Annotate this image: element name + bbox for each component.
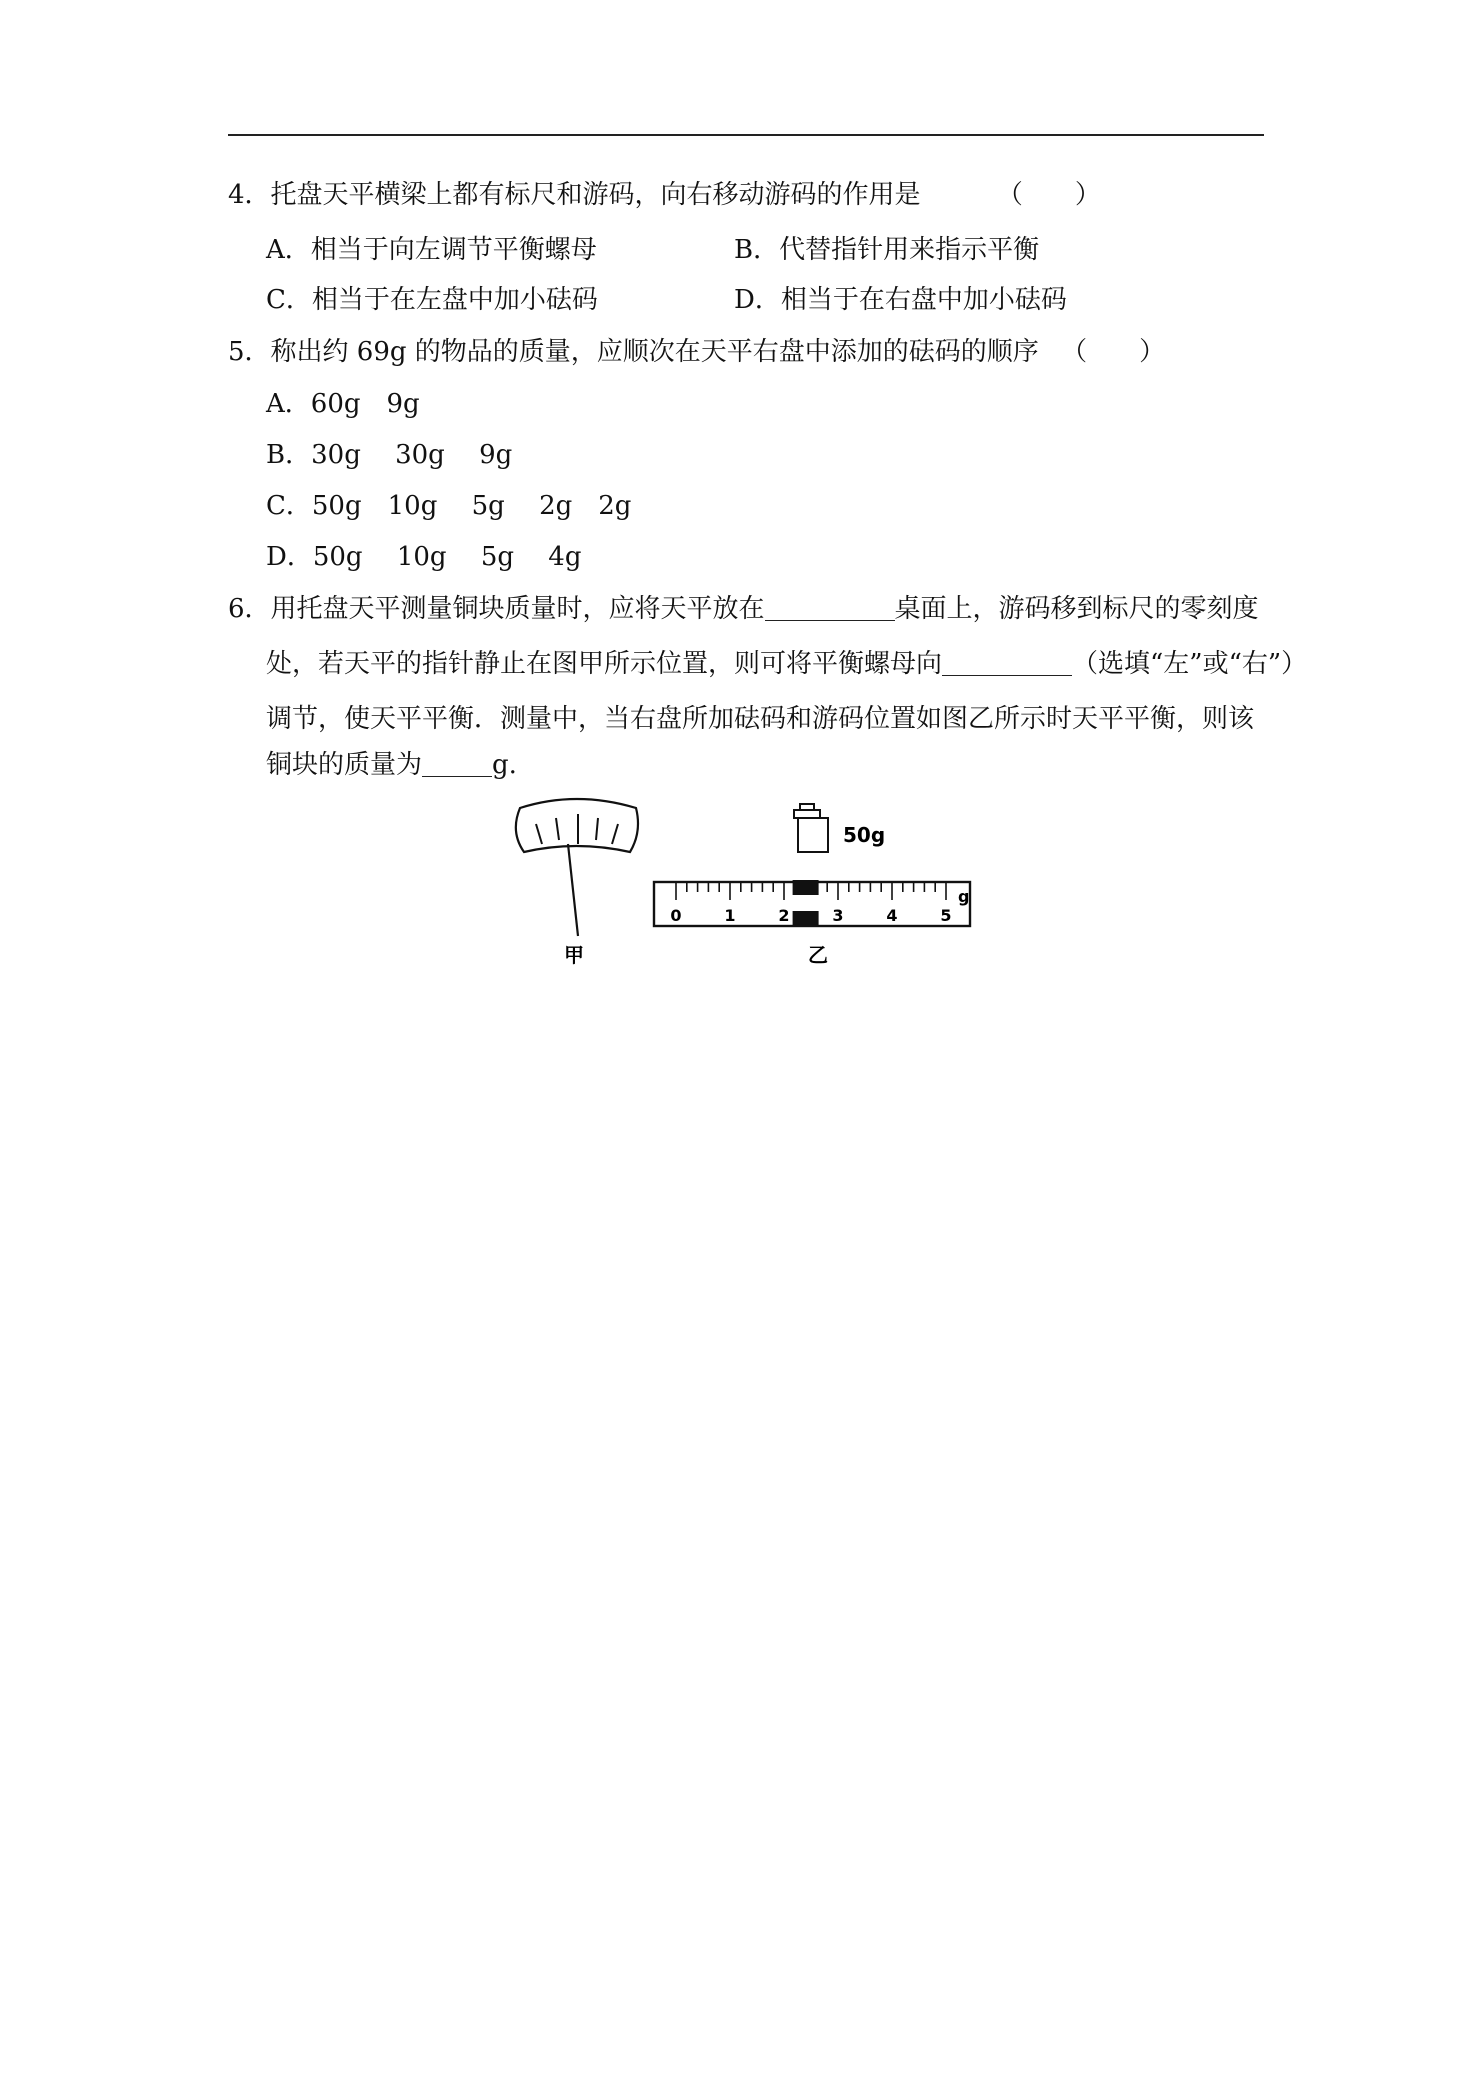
q6-line2 [266,647,1307,681]
q5-option-d: D．50g 10g 5g 4g [266,542,582,572]
rider-bottom [793,911,819,926]
q4-stem: 4．托盘天平横梁上都有标尺和游码，向右移动游码的作用是 [228,180,921,210]
scale-unit: g [958,887,970,906]
figure-yi [648,796,978,976]
q4-option-d: D．相当于在右盘中加小砝码 [734,285,1067,315]
q6-line2-b: （选填“左”或“右”） [1072,649,1308,679]
q6-line4 [266,748,517,782]
q4-answer-paren: （ ） [996,180,1101,210]
q6-line1-a: 6．用托盘天平测量铜块质量时，应将天平放在 [228,594,765,624]
q6-line4-b: g. [492,750,517,780]
scale-number: 0 [670,906,682,925]
q5-stem-line [228,335,1165,369]
q6-blank-direction [942,649,1072,676]
q5-option-c: C．50g 10g 5g 2g 2g [266,491,632,521]
scale-number: 1 [724,906,736,925]
q4-option-a: A．相当于向左调节平衡螺母 [266,235,597,265]
scale-number: 3 [832,906,844,925]
header-rule [228,134,1264,136]
q6-line1 [228,592,1259,626]
dial-ticks [536,814,618,844]
weight-icon [794,804,828,852]
scale-number: 2 [778,906,790,925]
q5-stem: 5．称出约 69g 的物品的质量，应顺次在天平右盘中添加的砝码的顺序 [228,337,1039,367]
q5-answer-paren: （ ） [1061,337,1166,367]
q4-option-b: B．代替指针用来指示平衡 [734,235,1040,265]
figure-yi-label: 乙 [808,943,828,967]
weight-label: 50g [843,823,886,847]
figure-jia [512,796,642,976]
q6-line2-a: 处，若天平的指针静止在图甲所示位置，则可将平衡螺母向 [266,649,943,679]
q5-option-b: B．30g 30g 9g [266,440,513,470]
scale-number: 5 [940,906,952,925]
q6-line3: 调节，使天平平衡．测量中，当右盘所加砝码和游码位置如图乙所示时天平平衡，则该 [266,704,1255,734]
q4-stem-line [228,178,1101,212]
q6-line1-b: 桌面上，游码移到标尺的零刻度 [894,594,1259,624]
balance-pointer [568,844,578,936]
q6-line4-a: 铜块的质量为 [266,750,423,780]
q4-option-c: C．相当于在左盘中加小砝码 [266,285,598,315]
q6-blank-surface [765,594,895,621]
dial-plate [516,799,638,852]
figure-jia-label: 甲 [564,943,584,967]
q5-option-a: A．60g 9g [266,389,420,419]
q6-blank-mass [422,750,492,777]
rider-top [793,880,819,895]
scale-number: 4 [886,906,898,925]
